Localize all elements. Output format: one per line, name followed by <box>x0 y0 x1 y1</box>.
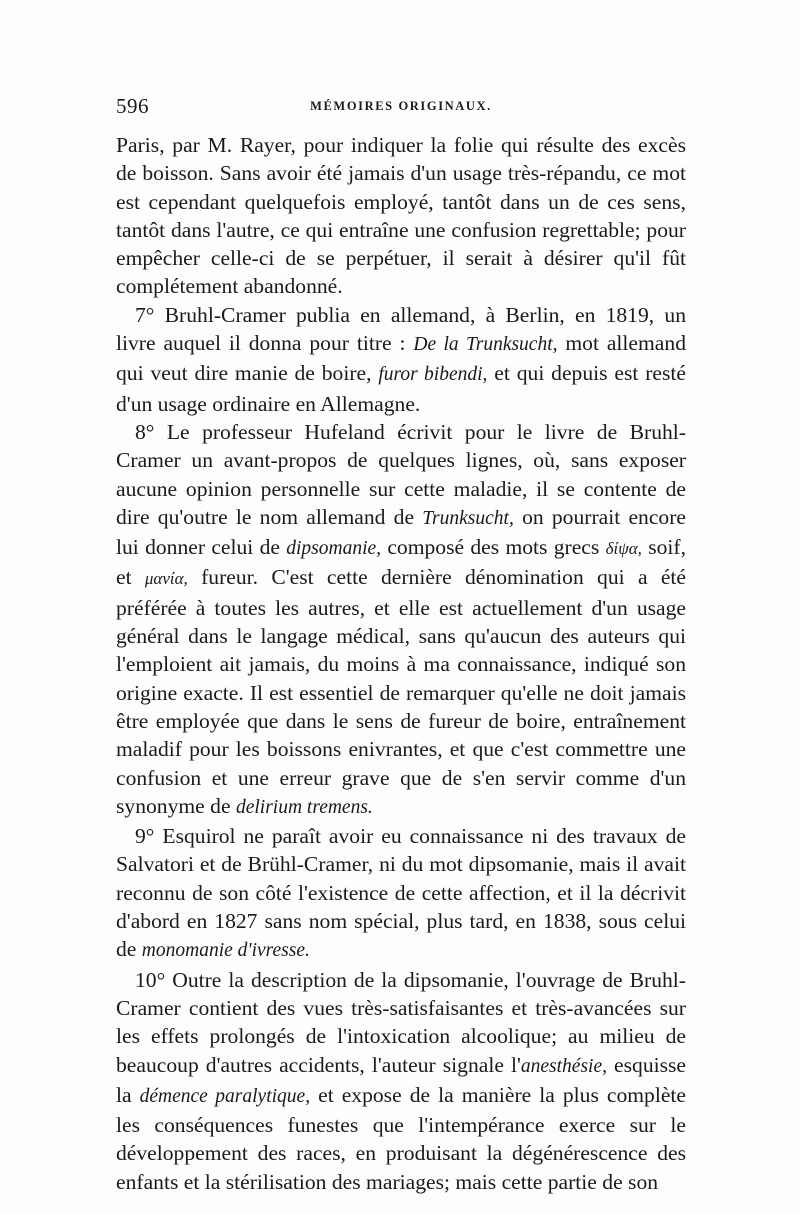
paragraph-9 <box>116 822 686 965</box>
body-text <box>116 131 686 1196</box>
greek-word: μανία, <box>144 569 188 589</box>
text-run: mot allemand qui veut dire manie de boire, <box>116 331 686 386</box>
text-run: 7° Bruhl-Cramer publia en allemand, à Berlin, en 1819, un livre auquel il donna pour titre : <box>116 302 686 356</box>
italic-title: De la Trunksucht, <box>413 334 558 356</box>
text-run: et expose de la manière la plus complète les conséquences funestes que l'intempérance exerce sur le développement des races, en produisant la dégénérescence des enfants et la stérilisation des mariages; mais cette partie de son <box>116 1082 687 1194</box>
text-run: esquisse la <box>116 1052 687 1107</box>
italic-term: monomanie d'ivresse. <box>141 940 310 962</box>
text-run: 10° Outre la description de la dipsomanie, l'ouvrage de Bruhl-Cramer contient des vues très-satisfaisantes et très-avancées sur les effets prolongés de l'intoxication alcoolique; au milieu de beaucoup d'autres accidents, l'auteur signale l' <box>116 967 686 1077</box>
italic-term: démence paralytique, <box>139 1085 311 1107</box>
page-number: 596 <box>116 94 149 118</box>
italic-term: anesthésie, <box>520 1055 607 1077</box>
italic-term: furor bibendi, <box>378 364 488 386</box>
greek-word: δίψα, <box>605 539 642 559</box>
paragraph-8 <box>116 418 686 822</box>
text-run: et qui depuis est resté d'un usage ordinaire en Allemagne. <box>116 361 686 416</box>
running-title: MÉMOIRES ORIGINAUX. <box>310 99 492 113</box>
paragraph-10 <box>116 966 686 1196</box>
text-run: 9° Esquirol ne paraît avoir eu connaissance ni des travaux de Salvatori et de Brühl-Cramer, ni du mot dipsomanie, mais il avait reconnu de son côté l'existence de cette affection, et il la décrivit d'abord en 1827 sans nom spécial, plus tard, en 1838, sous celui de <box>116 824 686 962</box>
text-run: fureur. C'est cette dernière dénomination qui a été préférée à toutes les autres, et elle est actuellement d'un usage général dans le langage médical, sans qu'aucun des auteurs qui l'emploient ait jamais, du moins à ma connaissance, indiqué son origine exacte. Il est essentiel de remarquer qu'elle ne doit jamais être employée que dans le sens de fureur de boire, entraînement maladif pour les boissons enivrantes, et que c'est commettre une confusion et une erreur grave que de s'en servir comme d'un synonyme de <box>116 565 687 818</box>
italic-term: Trunksucht, <box>422 507 514 529</box>
text-run: on pourrait encore lui donner celui de <box>116 504 687 560</box>
text-run: Paris, par M. Rayer, pour indiquer la folie qui résulte des excès de boisson. Sans avoir été jamais d'un usage très-répandu, ce mot est cependant quelquefois employé, tantôt dans un de ces sens, tantôt dans l'autre, ce qui entraîne une confusion regrettable; pour empêcher celle-ci de se perpétuer, il serait à désirer qu'il fût complétement abandonné. <box>116 133 686 299</box>
italic-term: delirium tremens. <box>235 796 373 818</box>
text-run: composé des mots grecs <box>381 535 606 560</box>
paragraph-continuation <box>116 131 686 301</box>
text-run: soif, et <box>116 535 687 590</box>
page-header <box>116 94 686 124</box>
text-run: 8° Le professeur Hufeland écrivit pour le livre de Bruhl-Cramer un avant-propos de quelques lignes, où, sans exposer aucune opinion personnelle sur cette maladie, il se contente de dire qu'outre le nom allemand de <box>116 419 686 529</box>
italic-term: dipsomanie, <box>286 538 382 560</box>
paragraph-7 <box>116 301 686 418</box>
